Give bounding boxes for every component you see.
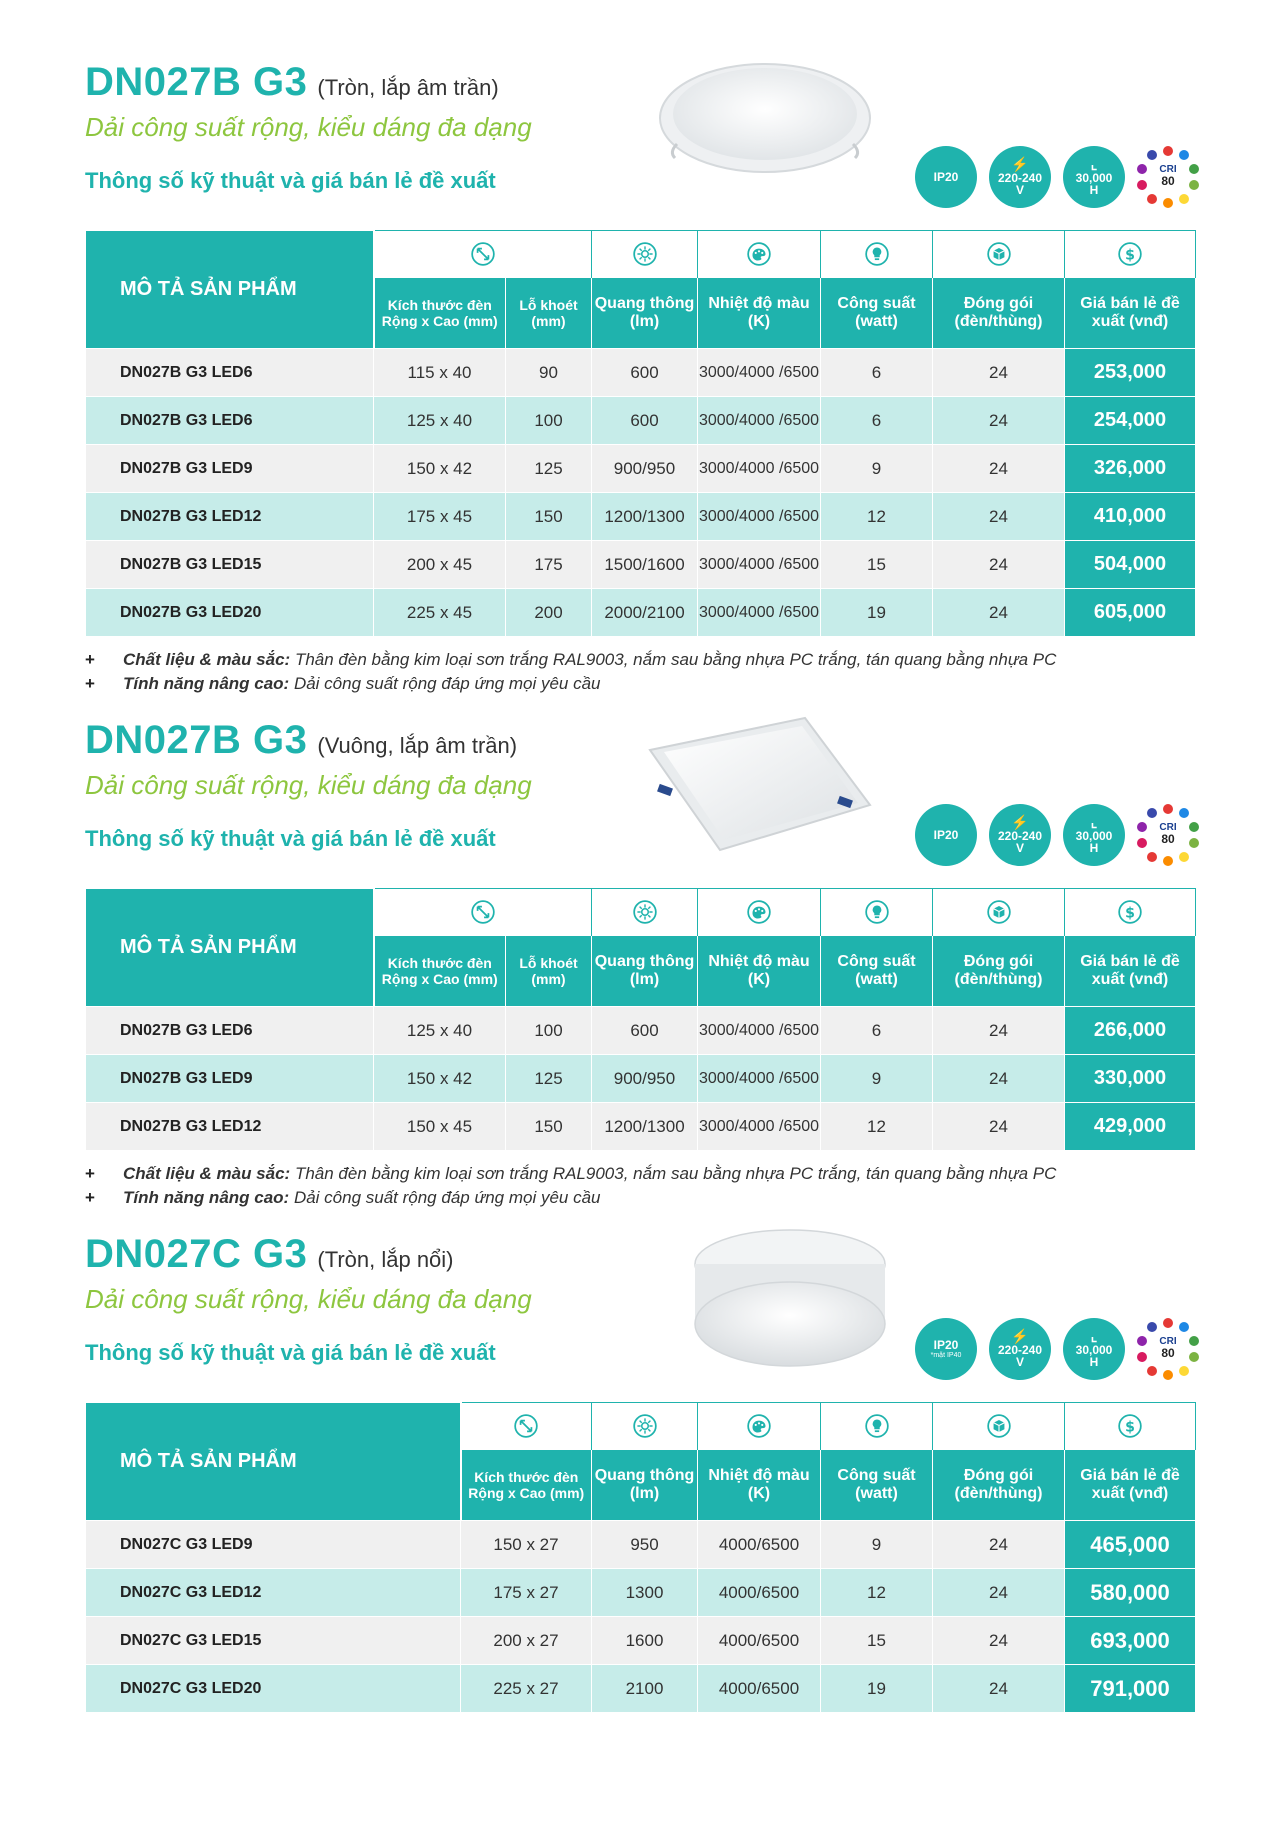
- lifetime-badge: ⌞ 30,000 H: [1063, 1318, 1125, 1380]
- color-temp-icon: [698, 1403, 821, 1450]
- section-title: [85, 718, 517, 763]
- product-image-square-downlight: [640, 710, 880, 860]
- package-icon: [933, 1403, 1065, 1450]
- color-temp-icon: [698, 889, 821, 936]
- table-row: DN027B G3 LED9 150 x 42 125 900/950 3000/4000 /6500 9 24 326,000: [86, 445, 1196, 493]
- lightning-icon: ⚡: [1011, 814, 1029, 831]
- spec-heading: Thông số kỹ thuật và giá bán lẻ đề xuất: [85, 826, 496, 851]
- model-name: DN027B G3: [85, 718, 308, 762]
- tagline: Dải công suất rộng, kiểu dáng đa dạng: [85, 1284, 532, 1314]
- power-icon: [821, 231, 933, 278]
- table-row: DN027B G3 LED12 175 x 45 150 1200/1300 3000/4000 /6500 12 24 410,000: [86, 493, 1196, 541]
- flux-icon: [592, 1403, 698, 1450]
- header-cutout: Lỗ khoét (mm): [506, 278, 592, 349]
- tagline: Dải công suất rộng, kiểu dáng đa dạng: [85, 770, 532, 800]
- header-pack: Đóng gói (đèn/thùng): [933, 278, 1065, 349]
- size-icon: [374, 231, 592, 278]
- size-icon: [461, 1403, 592, 1450]
- ip-rating-badge: IP20 *mặt IP40: [915, 1318, 977, 1380]
- table-row: DN027B G3 LED20 225 x 45 200 2000/2100 3000/4000 /6500 19 24 605,000: [86, 589, 1196, 637]
- product-notes: [85, 648, 1056, 696]
- lightning-icon: ⚡: [1011, 156, 1029, 173]
- header-power: Công suất (watt): [821, 1450, 933, 1521]
- cri-badge: CRI 80: [1137, 146, 1199, 208]
- color-temp-icon: [698, 231, 821, 278]
- ip-rating-badge: IP20: [915, 146, 977, 208]
- spec-heading: Thông số kỹ thuật và giá bán lẻ đề xuất: [85, 168, 496, 193]
- note-material: + Chất liệu & màu sắc: Thân đèn bằng kim loại sơn trắng RAL9003, nắm sau bằng nhựa PC trắng, tán quang bằng nhựa PC: [85, 1164, 1057, 1183]
- model-name: DN027B G3: [85, 60, 308, 104]
- package-icon: [933, 889, 1065, 936]
- header-power: Công suất (watt): [821, 278, 933, 349]
- table-row: DN027B G3 LED15 200 x 45 175 1500/1600 3000/4000 /6500 15 24 504,000: [86, 541, 1196, 589]
- power-icon: [821, 1403, 933, 1450]
- clock-icon: ⌞: [1090, 814, 1098, 831]
- product-section-dn027b-square: [85, 718, 1195, 1218]
- tagline: Dải công suất rộng, kiểu dáng đa dạng: [85, 112, 532, 142]
- table-row: DN027C G3 LED12 175 x 27 1300 4000/6500 12 24 580,000: [86, 1569, 1196, 1617]
- flux-icon: [592, 231, 698, 278]
- voltage-badge: ⚡ 220-240 V: [989, 1318, 1051, 1380]
- table-row: DN027B G3 LED6 125 x 40 100 600 3000/4000 /6500 6 24 266,000: [86, 1007, 1196, 1055]
- price-icon: [1065, 889, 1196, 936]
- table-row: DN027C G3 LED15 200 x 27 1600 4000/6500 15 24 693,000: [86, 1617, 1196, 1665]
- ip-rating-badge: IP20: [915, 804, 977, 866]
- voltage-badge: ⚡ 220-240 V: [989, 804, 1051, 866]
- model-variant: (Tròn, lắp âm trần): [317, 75, 499, 100]
- header-cct: Nhiệt độ màu (K): [698, 936, 821, 1007]
- header-flux: Quang thông (lm): [592, 1450, 698, 1521]
- power-icon: [821, 889, 933, 936]
- header-product-description: MÔ TẢ SẢN PHẨM: [86, 1403, 461, 1521]
- lightning-icon: ⚡: [1011, 1328, 1029, 1345]
- size-icon: [374, 889, 592, 936]
- header-pack: Đóng gói (đèn/thùng): [933, 936, 1065, 1007]
- table-row: DN027B G3 LED12 150 x 45 150 1200/1300 3000/4000 /6500 12 24 429,000: [86, 1103, 1196, 1151]
- lifetime-badge: ⌞ 30,000 H: [1063, 146, 1125, 208]
- note-feature: + Tính năng nâng cao: Dải công suất rộng đáp ứng mọi yêu cầu: [85, 674, 601, 693]
- header-cct: Nhiệt độ màu (K): [698, 1450, 821, 1521]
- product-section-dn027c-round: [85, 1232, 1195, 1732]
- header-price: Giá bán lẻ đề xuất (vnđ): [1065, 1450, 1196, 1521]
- cri-badge: CRI 80: [1137, 1318, 1199, 1380]
- clock-icon: ⌞: [1090, 1328, 1098, 1345]
- header-size: Kích thước đèn Rộng x Cao (mm): [461, 1450, 592, 1521]
- table-row: DN027C G3 LED20 225 x 27 2100 4000/6500 19 24 791,000: [86, 1665, 1196, 1713]
- header-cutout: Lỗ khoét (mm): [506, 936, 592, 1007]
- package-icon: [933, 231, 1065, 278]
- lifetime-badge: ⌞ 30,000 H: [1063, 804, 1125, 866]
- cri-badge: CRI 80: [1137, 804, 1199, 866]
- header-cct: Nhiệt độ màu (K): [698, 278, 821, 349]
- table-row: DN027B G3 LED6 125 x 40 100 600 3000/4000 /6500 6 24 254,000: [86, 397, 1196, 445]
- price-icon: [1065, 1403, 1196, 1450]
- table-row: DN027B G3 LED9 150 x 42 125 900/950 3000/4000 /6500 9 24 330,000: [86, 1055, 1196, 1103]
- spec-table: [85, 1402, 1196, 1713]
- model-name: DN027C G3: [85, 1232, 308, 1276]
- note-material: + Chất liệu & màu sắc: Thân đèn bằng kim loại sơn trắng RAL9003, nắm sau bằng nhựa PC trắng, tán quang bằng nhựa PC: [85, 650, 1057, 669]
- clock-icon: ⌞: [1090, 156, 1098, 173]
- product-image-round-downlight: [645, 52, 885, 182]
- header-power: Công suất (watt): [821, 936, 933, 1007]
- header-size: Kích thước đèn Rộng x Cao (mm): [374, 936, 506, 1007]
- header-flux: Quang thông (lm): [592, 278, 698, 349]
- header-product-description: MÔ TẢ SẢN PHẨM: [86, 231, 374, 349]
- header-price: Giá bán lẻ đề xuất (vnđ): [1065, 936, 1196, 1007]
- table-row: DN027C G3 LED9 150 x 27 950 4000/6500 9 24 465,000: [86, 1521, 1196, 1569]
- table-row: DN027B G3 LED6 115 x 40 90 600 3000/4000 /6500 6 24 253,000: [86, 349, 1196, 397]
- product-notes: [85, 1162, 1056, 1210]
- model-variant: (Vuông, lắp âm trần): [317, 733, 518, 758]
- feature-badges: [915, 146, 1199, 208]
- voltage-badge: ⚡ 220-240 V: [989, 146, 1051, 208]
- spec-table: [85, 888, 1196, 1151]
- spec-heading: Thông số kỹ thuật và giá bán lẻ đề xuất: [85, 1340, 496, 1365]
- feature-badges: [915, 1318, 1199, 1380]
- header-flux: Quang thông (lm): [592, 936, 698, 1007]
- price-icon: [1065, 231, 1196, 278]
- spec-table: [85, 230, 1196, 637]
- section-title: [85, 60, 499, 105]
- note-feature: + Tính năng nâng cao: Dải công suất rộng đáp ứng mọi yêu cầu: [85, 1188, 601, 1207]
- section-title: [85, 1232, 454, 1277]
- model-variant: (Tròn, lắp nổi): [317, 1247, 454, 1272]
- flux-icon: [592, 889, 698, 936]
- header-pack: Đóng gói (đèn/thùng): [933, 1450, 1065, 1521]
- header-size: Kích thước đèn Rộng x Cao (mm): [374, 278, 506, 349]
- header-product-description: MÔ TẢ SẢN PHẨM: [86, 889, 374, 1007]
- product-image-surface-downlight: [685, 1220, 895, 1380]
- header-price: Giá bán lẻ đề xuất (vnđ): [1065, 278, 1196, 349]
- product-section-dn027b-round: [85, 60, 1195, 700]
- feature-badges: [915, 804, 1199, 866]
